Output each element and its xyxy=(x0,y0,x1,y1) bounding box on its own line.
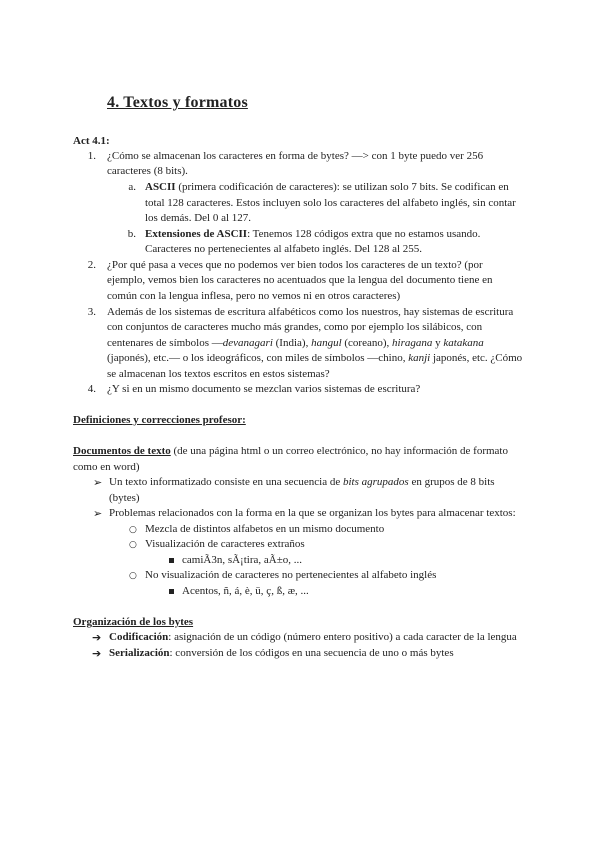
paragraph-line: como en word) xyxy=(73,461,140,473)
square-bullet-icon xyxy=(169,558,174,563)
list-item-text: común con la lengua inflesa, pero no vemos ni en otros caracteres) xyxy=(107,290,401,302)
sub-sub-bullet-text: Acentos, ñ, á, è, ü, ç, ß, æ, ... xyxy=(182,585,309,597)
sub-bullet-text: No visualización de caracteres no pertenecientes al alfabeto inglés xyxy=(145,569,437,581)
sub-bullet-text: Visualización de caracteres extraños xyxy=(145,538,305,550)
section-heading-definitions: Definiciones y correcciones profesor: xyxy=(73,414,246,426)
list-item-text xyxy=(107,336,484,352)
circle-bullet-icon: ○ xyxy=(129,540,137,550)
list-item-text: Además de los sistemas de escritura alfabéticos como los nuestros, hay sistemas de escritura xyxy=(107,306,514,318)
list-number: 3. xyxy=(87,306,96,318)
list-letter: a. xyxy=(128,181,136,193)
sub-bullet-text: Mezcla de distintos alfabetos en un mismo documento xyxy=(145,523,385,535)
act-heading: Act 4.1: xyxy=(73,135,110,147)
list-item-text: se almacenan los textos escritos en estos sistemas? xyxy=(107,368,330,380)
page-title: 4. Textos y formatos xyxy=(107,94,248,111)
bullet-text xyxy=(109,646,454,662)
text-run: : conversión de los códigos en una secuencia de uno o más bytes xyxy=(169,647,454,659)
list-item-text xyxy=(145,180,509,196)
list-item-text: caracteres (8 bits). xyxy=(107,165,188,177)
bullet-text xyxy=(109,630,517,646)
text-run: : asignación de un código (número entero positivo) a cada caracter de la lengua xyxy=(168,631,517,643)
text-run-italic: katakana xyxy=(443,337,484,349)
list-item-text: Caracteres no pertenecientes al alfabeto inglés. Del 128 al 255. xyxy=(145,243,423,255)
bullet-text: Problemas relacionados con la forma en la que se organizan los bytes para almacenar textos: xyxy=(109,507,516,519)
text-run: y xyxy=(432,337,444,349)
term-ascii-extensions: Extensiones de ASCII xyxy=(145,228,248,240)
text-run: japonés, etc. ¿Cómo xyxy=(430,352,523,364)
list-number: 2. xyxy=(87,259,96,271)
list-letter: b. xyxy=(127,228,136,240)
list-number: 1. xyxy=(87,150,96,162)
arrow-bullet-icon: ➢ xyxy=(93,507,103,520)
text-run: (de una página html o un correo electrónico, no hay información de formato xyxy=(170,445,508,457)
arrow-bullet-icon: ➢ xyxy=(93,476,103,489)
list-item-text: los demás. Del 0 al 127. xyxy=(145,212,252,224)
arrow-right-icon: ➔ xyxy=(92,647,102,660)
bullet-text xyxy=(109,475,495,491)
definition-text: (primera codificación de caracteres): se utilizan solo 7 bits. Se codifican en xyxy=(175,181,509,193)
text-run-italic: kanji xyxy=(408,352,431,364)
text-run: (India), xyxy=(272,337,312,349)
term-serialization: Serialización xyxy=(109,647,170,659)
text-run: (japonés), etc.— o los ideográficos, con miles de símbolos —chino, xyxy=(107,352,409,364)
bullet-text: (bytes) xyxy=(109,492,140,504)
text-run-italic: devanagari xyxy=(222,337,273,349)
text-run: (coreano), xyxy=(341,337,393,349)
list-item-text: total 128 caracteres. Estos incluyen solo los caracteres del alfabeto inglés, sin contar xyxy=(145,197,516,209)
list-item-text: ¿Cómo se almacenan los caracteres en forma de bytes? —> con 1 byte puedo ver 256 xyxy=(107,150,484,162)
list-number: 4. xyxy=(87,383,96,395)
list-item-text xyxy=(107,351,522,367)
arrow-right-icon: ➔ xyxy=(92,631,102,644)
list-item-text: ejemplo, vemos bien los caracteres no acentuados que la lengua del documento tiene en xyxy=(107,274,493,286)
section-heading-bytes-organization: Organización de los bytes xyxy=(73,616,194,628)
circle-bullet-icon: ○ xyxy=(129,525,137,535)
term-ascii: ASCII xyxy=(145,181,176,193)
paragraph xyxy=(73,444,508,460)
list-item-text: ¿Por qué pasa a veces que no podemos ver bien todos los caracteres de un texto? (por xyxy=(107,259,483,271)
sub-sub-bullet-text: camiÃ3n, sÃ¡tira, aÃ±o, ... xyxy=(182,554,302,566)
term-documents: Documentos de texto xyxy=(73,445,171,457)
term-codification: Codificación xyxy=(109,631,169,643)
text-run: centenares de símbolos — xyxy=(107,337,223,349)
text-run: Un texto informatizado consiste en una secuencia de xyxy=(109,476,343,488)
text-run-italic: hangul xyxy=(311,337,342,349)
text-run-italic: hiragana xyxy=(392,337,433,349)
text-run-italic: bits agrupados xyxy=(342,476,409,488)
list-item-text: ¿Y si en un mismo documento se mezclan varios sistemas de escritura? xyxy=(107,383,421,395)
circle-bullet-icon: ○ xyxy=(129,571,137,581)
definition-text: : Tenemos 128 códigos extra que no estamos usando. xyxy=(247,228,481,240)
square-bullet-icon xyxy=(169,589,174,594)
text-run: en grupos de 8 bits xyxy=(408,476,495,488)
list-item-text: con conjuntos de caracteres mucho más grandes, como por ejemplo los silábicos, con xyxy=(107,321,483,333)
list-item-text xyxy=(145,227,480,243)
